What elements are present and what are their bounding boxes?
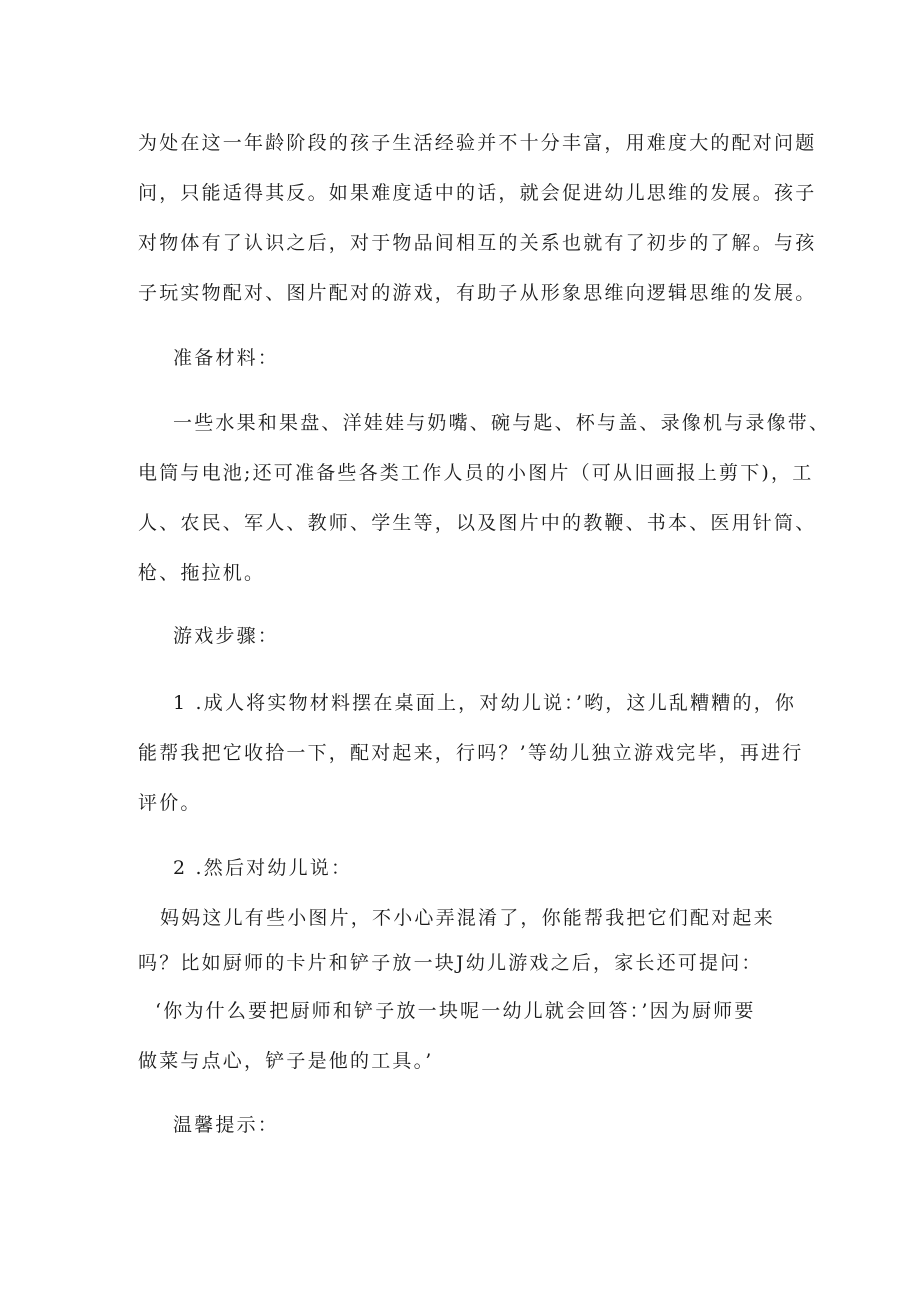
materials-heading: 准备材料： <box>173 347 280 369</box>
step-2-line-2: 妈妈这儿有些小图片，不小心弄混淆了，你能帮我把它们配对起来 <box>160 907 775 929</box>
materials-line-3: 人、农民、军人、教师、学生等，以及图片中的教鞭、书本、医用针筒、 <box>138 512 817 534</box>
step-2-line-1: 2 .然后对幼儿说： <box>173 857 353 879</box>
step-1-line-3: 评价。 <box>138 792 202 814</box>
intro-line-2: 问，只能适得其反。如果难度适中的话，就会促进幼儿思维的发展。孩子 <box>138 182 817 204</box>
step-1-line-1: 1 .成人将实物材料摆在桌面上，对幼儿说：’哟，这儿乱糟糟的，你 <box>173 692 797 714</box>
step-2-line-5: 做菜与点心，铲子是他的工具。’ <box>138 1050 434 1072</box>
step-1-line-2: 能帮我把它收拾一下，配对起来，行吗？’等幼儿独立游戏完毕，再进行 <box>138 742 804 764</box>
intro-line-4: 子玩实物配对、图片配对的游戏，有助子从形象思维向逻辑思维的发展。 <box>138 282 817 304</box>
materials-line-4: 枪、拖拉机。 <box>138 562 266 584</box>
materials-line-1: 一些水果和果盘、洋娃娃与奶嘴、碗与匙、杯与盖、录像机与录像带、 <box>173 412 831 434</box>
materials-line-2: 电筒与电池;还可准备些各类工作人员的小图片（可从旧画报上剪下)，工 <box>138 462 814 484</box>
intro-line-3: 对物体有了认识之后，对于物品间相互的关系也就有了初步的了解。与孩 <box>138 232 817 254</box>
tips-heading: 温馨提示： <box>173 1114 280 1136</box>
step-2-line-3: 吗？比如厨师的卡片和铲子放一块J幼儿游戏之后，家长还可提问： <box>138 952 763 974</box>
steps-heading: 游戏步骤： <box>173 625 280 647</box>
step-2-line-4: ‘你为什么要把厨师和铲子放一块呢一幼儿就会回答：’因为厨师要 <box>155 1000 756 1022</box>
intro-line-1: 为处在这一年龄阶段的孩子生活经验并不十分丰富，用难度大的配对问题 <box>138 132 817 154</box>
